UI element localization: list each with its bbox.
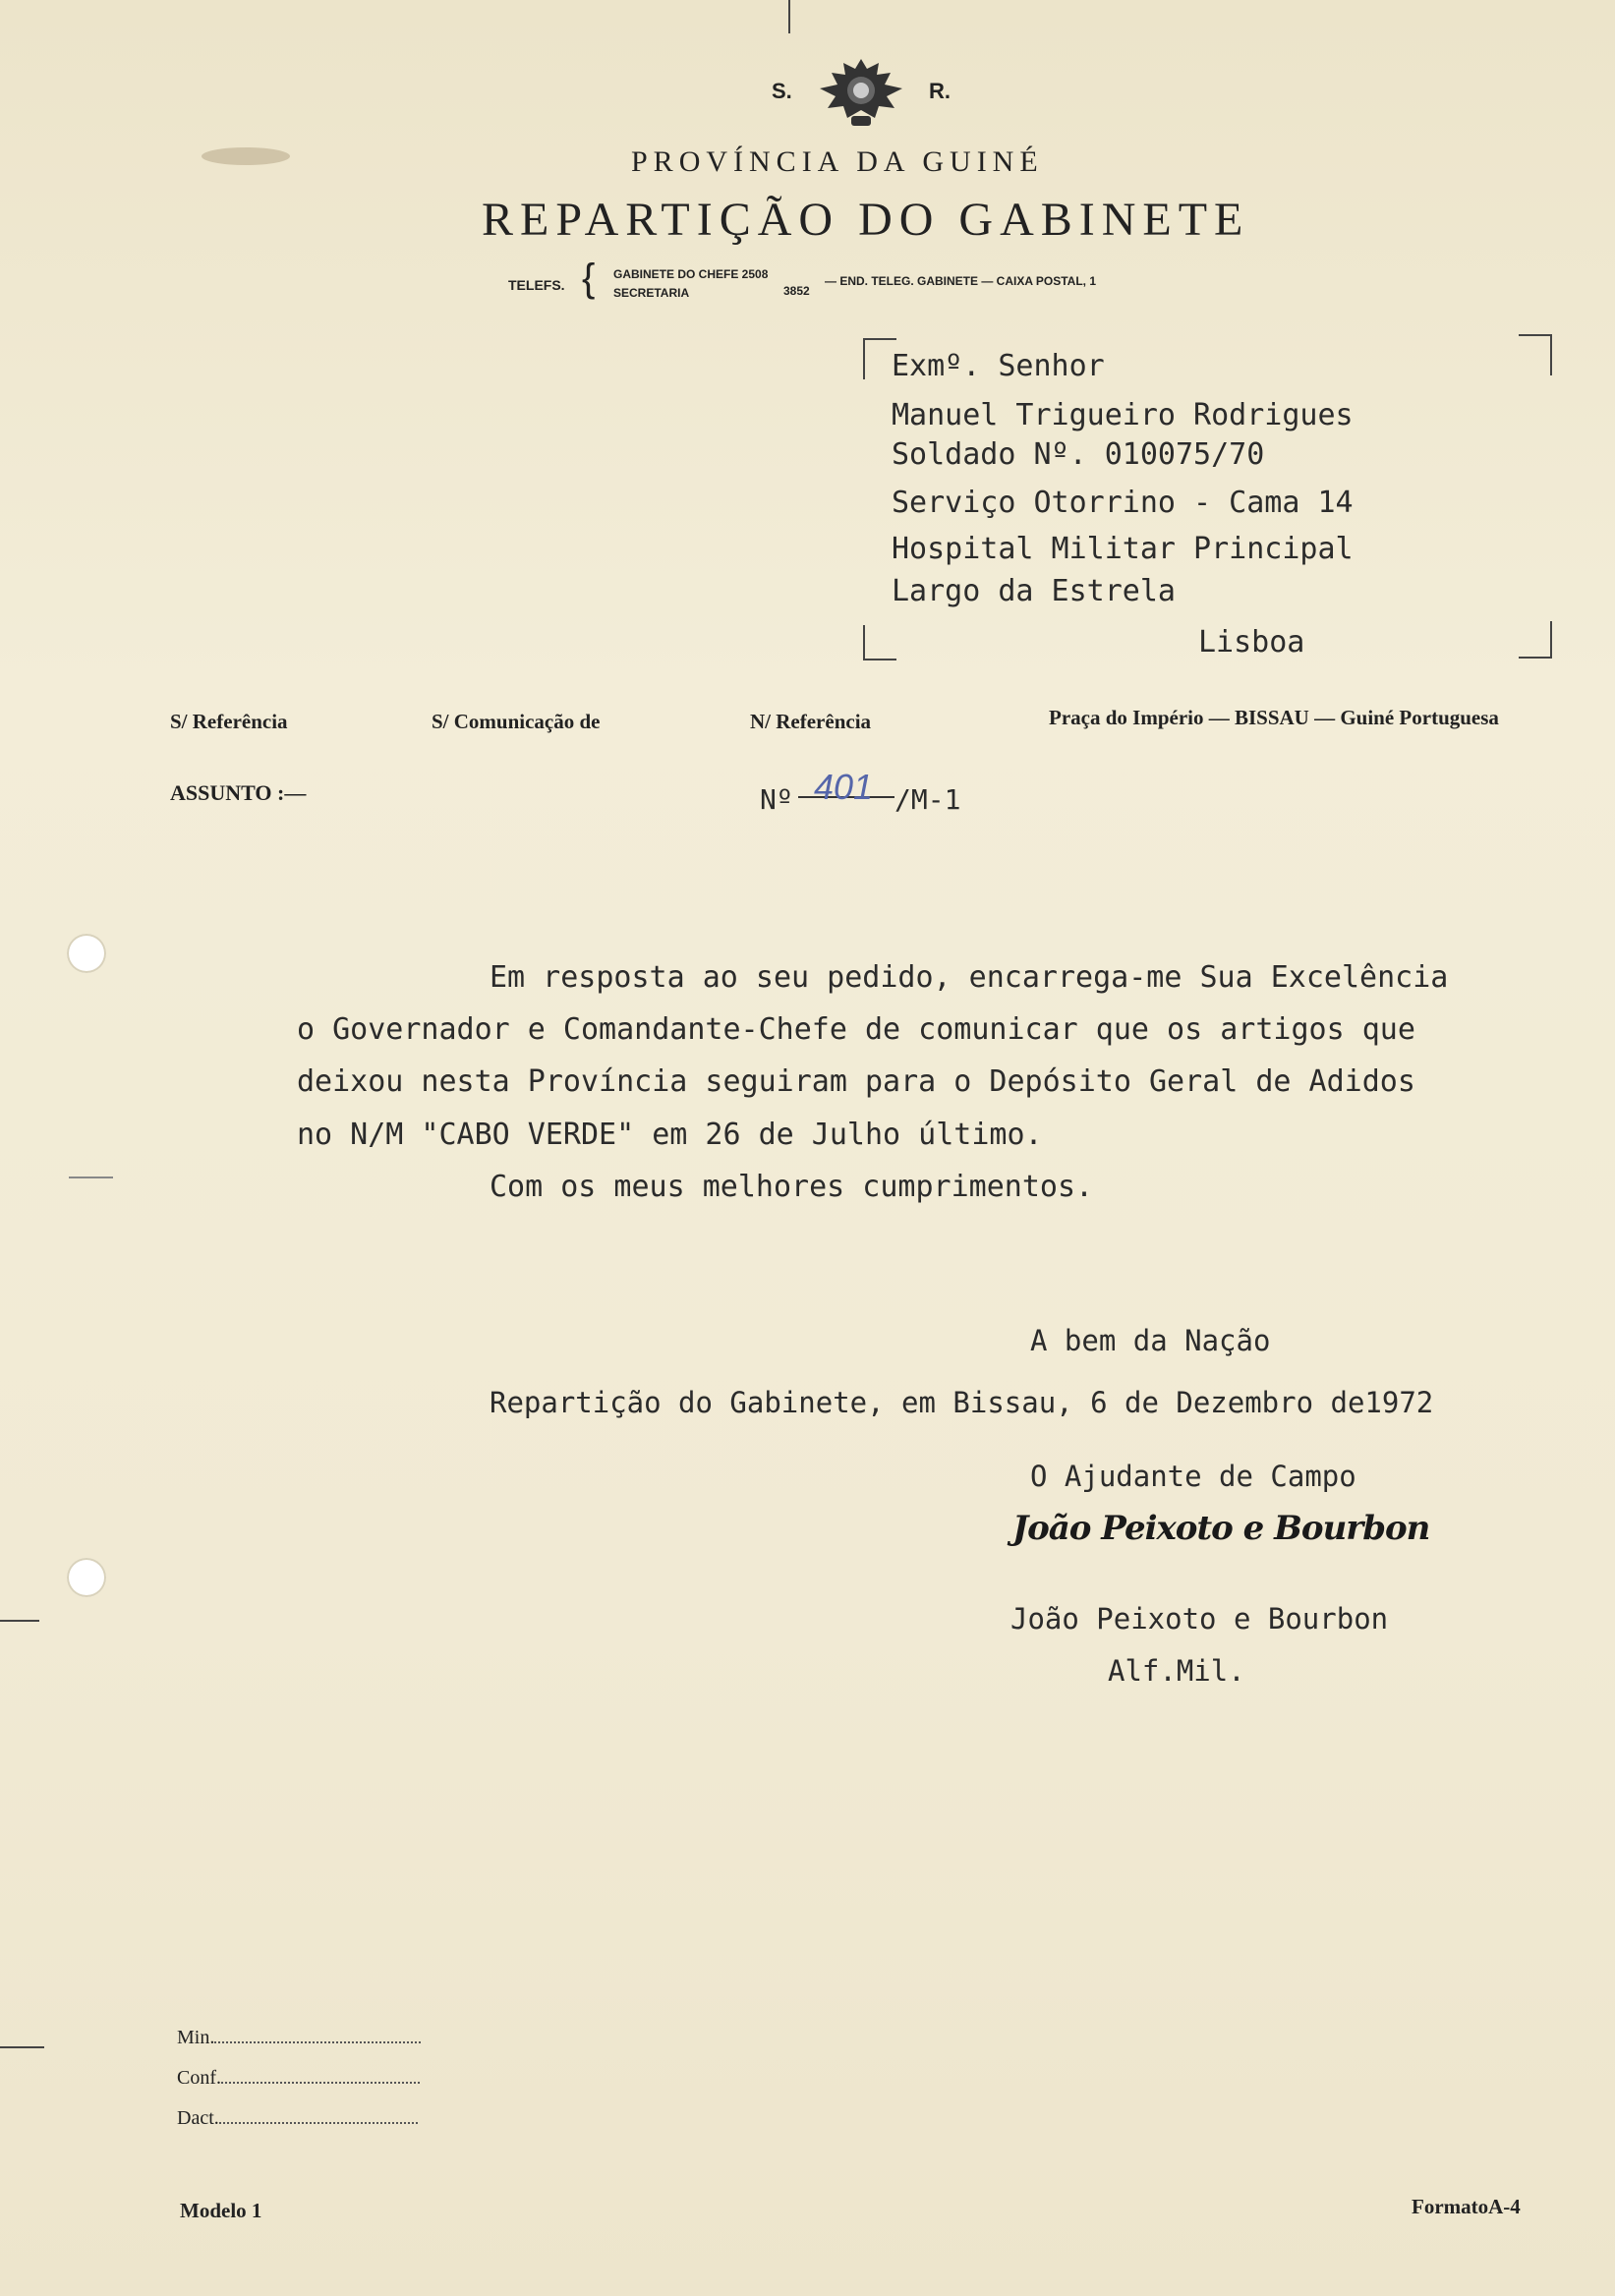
s-communication-label: S/ Comunicação de <box>432 710 601 733</box>
conf-field <box>177 2067 420 2090</box>
recipient-rank: Soldado Nº. 010075/70 <box>892 437 1265 472</box>
body-line-3: deixou nesta Província seguiram para o Depósito Geral de Adidos <box>297 1064 1415 1099</box>
punch-hole <box>67 934 106 973</box>
window-corner <box>1550 334 1552 375</box>
punch-hole <box>67 1558 106 1597</box>
n-reference-label: N/ Referência <box>750 710 872 733</box>
recipient-street: Largo da Estrela <box>892 574 1176 608</box>
conf-dotted-line <box>221 2082 420 2084</box>
fold-mark <box>0 2046 44 2048</box>
assunto-label: ASSUNTO :— <box>170 780 307 805</box>
handwritten-signature: João Peixoto e Bourbon <box>1012 1509 1430 1548</box>
phone-line-2: SECRETARIA <box>613 286 690 300</box>
recipient-salutation: Exmº. Senhor <box>892 349 1105 383</box>
fold-mark <box>788 0 790 33</box>
window-corner <box>1519 657 1552 659</box>
recipient-city: Lisboa <box>1198 625 1305 660</box>
format-label: FormatoA-4 <box>1412 2195 1521 2218</box>
reference-number-field <box>798 767 894 807</box>
model-label: Modelo 1 <box>180 2199 262 2222</box>
signer-name: João Peixoto e Bourbon <box>1010 1602 1389 1636</box>
closing-role: O Ajudante de Campo <box>1030 1460 1356 1493</box>
province-title: PROVÍNCIA DA GUINÉ <box>631 145 1044 178</box>
brace-glyph: { <box>582 257 596 300</box>
closing-place-date: Repartição do Gabinete, em Bissau, 6 de Dezembro de1972 <box>490 1386 1434 1419</box>
body-line-1: Em resposta ao seu pedido, encarrega-me Sua Excelência <box>490 960 1449 995</box>
paper-stain <box>202 147 290 165</box>
coat-of-arms-icon <box>814 55 908 130</box>
window-corner <box>863 338 865 379</box>
phone-line-2-number: 3852 <box>783 284 810 298</box>
fold-mark <box>0 1620 39 1622</box>
signer-rank: Alf.Mil. <box>1108 1654 1245 1688</box>
recipient-service: Serviço Otorrino - Cama 14 <box>892 486 1354 520</box>
telegraph-line: — END. TELEG. GABINETE — CAIXA POSTAL, 1 <box>825 274 1097 288</box>
min-dotted-line <box>214 2041 421 2043</box>
window-corner <box>863 338 896 340</box>
recipient-name: Manuel Trigueiro Rodrigues <box>892 398 1354 432</box>
window-corner <box>863 659 896 660</box>
closing-motto: A bem da Nação <box>1030 1324 1271 1357</box>
window-corner <box>1550 621 1552 659</box>
reference-number-prefix: Nº <box>760 783 793 816</box>
header-s-letter: S. <box>772 79 792 103</box>
conf-label: Conf. <box>177 2067 221 2089</box>
window-corner <box>1519 334 1552 336</box>
body-line-5: Com os meus melhores cumprimentos. <box>490 1170 1094 1204</box>
telefs-label: TELEFS. <box>508 277 565 293</box>
reference-number-suffix: /M-1 <box>894 783 961 816</box>
recipient-hospital: Hospital Militar Principal <box>892 532 1354 566</box>
min-field <box>177 2027 421 2049</box>
window-corner <box>863 625 865 660</box>
office-address: Praça do Império — BISSAU — Guiné Portuguesa <box>1049 706 1499 729</box>
header-r-letter: R. <box>929 79 951 103</box>
dact-field <box>177 2107 418 2130</box>
phone-line-1: GABINETE DO CHEFE 2508 <box>613 267 769 281</box>
reference-number-handwritten: 401 <box>814 767 874 807</box>
body-line-2: o Governador e Comandante-Chefe de comunicar que os artigos que <box>297 1012 1415 1047</box>
body-line-4: no N/M "CABO VERDE" em 26 de Julho último. <box>297 1118 1043 1152</box>
dact-dotted-line <box>219 2122 418 2124</box>
min-label: Min. <box>177 2027 215 2048</box>
dact-label: Dact. <box>177 2107 219 2129</box>
s-reference-label: S/ Referência <box>170 710 288 733</box>
fold-mark <box>69 1177 113 1178</box>
department-title: REPARTIÇÃO DO GABINETE <box>482 194 1250 246</box>
